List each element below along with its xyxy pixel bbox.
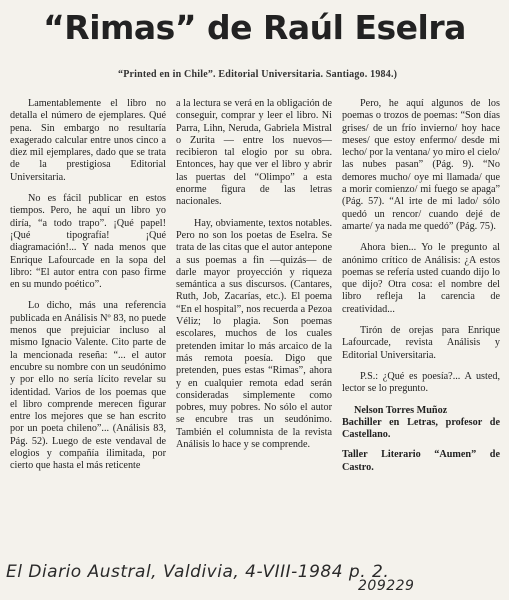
- article-title: “Rimas” de Raúl Eselra: [43, 8, 466, 47]
- paragraph: P.S.: ¿Qué es poesía?... A usted, lector se lo pregunto.: [342, 370, 500, 395]
- paragraph: Pero, he aquí algunos de los poemas o trozos de poemas: “Son días grises/ de un frío invierno/ hoy hace meses/ que estoy enfermo/ desde mi lecho/ por la ventana/ yo miro el cielo/ las nubes pasan” (Pág. 9). “No demores mucho/ oye mi llamada/ que a morir comienzo/ mi fuego se apaga” (Pág. 57). “Al irte de mi lado/ sólo quedó un rencor/ cuando dejé de amarte/ ya nada me quedó” (Pág. 75).: [342, 98, 500, 232]
- column-1: [10, 98, 166, 482]
- paragraph: Lamentablemente el libro no detalla el número de ejemplares. Qué pena. Sin embargo no resultaría exagerado calcular entre unos cinco a diez mil ejemplares, dado que se trata de la prestigiosa Editorial Universitaria.: [10, 98, 166, 183]
- author-role: Bachiller en Letras, profesor de Castellano.: [342, 416, 500, 441]
- handwritten-source: El Diario Austral, Valdivia, 4-VIII-1984 p. 2.: [6, 562, 390, 582]
- paragraph: Hay, obviamente, textos notables. Pero no son los poetas de Eselra. Se trata de las citas que el autor antepone a sus poemas a fin —quizás— de darle mayor proyección y riqueza semántica a sus discursos. (Cantares, Ruth, Job, Zacarías, etc.). El poema “En el hospital”, nos recuerda a Pezoa Véliz; lo plagia. Son poemas escolares, muchos de los cuales pretenden imitar lo más arcaico de la más remota poesía. Digo que pretenden, pues estas “Rimas”, ahora y en cualquier remota edad serán consideradas simplemente como pobres, muy pobres. No sólo el autor se encubre tras un seudónimo. También el columnista de la revista Análisis lo hace y se comprende.: [176, 217, 332, 451]
- author-affiliation: [342, 449, 500, 474]
- publication-info: “Printed en in Chile”. Editorial Universitaria. Santiago. 1984.): [118, 69, 398, 80]
- handwritten-number: 209229: [358, 578, 415, 594]
- column-3: [342, 98, 500, 482]
- author-signature: [342, 405, 500, 442]
- paragraph: Lo dicho, más una referencia publicada en Análisis Nº 83, no puede menos que prejuiciar incluso al mismo Ignacio Valente. Cito parte de la mencionada reseña: “... el autor encubre su nombre con un seudónimo y por ello no sería lícito revelar su identidad. Varios de los poemas que el libro comprende merecen figurar entre los mejores que se han escrito por un poeta chileno”... (Análisis 83, Pág. 52). Luego de este vendaval de elogios y compañía ilimitada, por cierto que hasta el más reticente: [10, 300, 166, 472]
- author-name: Nelson Torres Muñoz: [354, 404, 448, 416]
- paragraph: a la lectura se verá en la obligación de conseguir, comprar y leer el libro. Ni Parra, Lihn, Neruda, Gabriela Mistral o Zurita — entre los nuevos— recibieron tal elogio por su obra. Entonces, hay que ver el libro y abrir las puertas del “Olimpo” a esta enorme figura de las letras nacionales.: [176, 98, 332, 208]
- workshop-name: Taller Literario “Aumen” de Castro.: [342, 449, 500, 473]
- paragraph: No es fácil publicar en estos tiempos. Pero, he aquí un libro yo diría, “a todo trapo”. ¡Qué papel! ¡Qué tipografía! ¡Qué diagramación!... Y nada menos que Enrique Lafourcade en la sopa del libro: “El autor entra con paso firme en su mundo poético”.: [10, 193, 166, 291]
- paragraph: Ahora bien... Yo le pregunto al anónimo crítico de Análisis: ¿A estos poemas se refería usted cuando dijo lo que dijo? Otra cosa: el nombre del libro refleja la carencia de creatividad...: [342, 242, 500, 315]
- handwritten-annotation: [6, 560, 506, 600]
- column-2: [176, 98, 332, 460]
- paragraph: Tirón de orejas para Enrique Lafourcade, revista Análisis y Editorial Universitaria.: [342, 325, 500, 361]
